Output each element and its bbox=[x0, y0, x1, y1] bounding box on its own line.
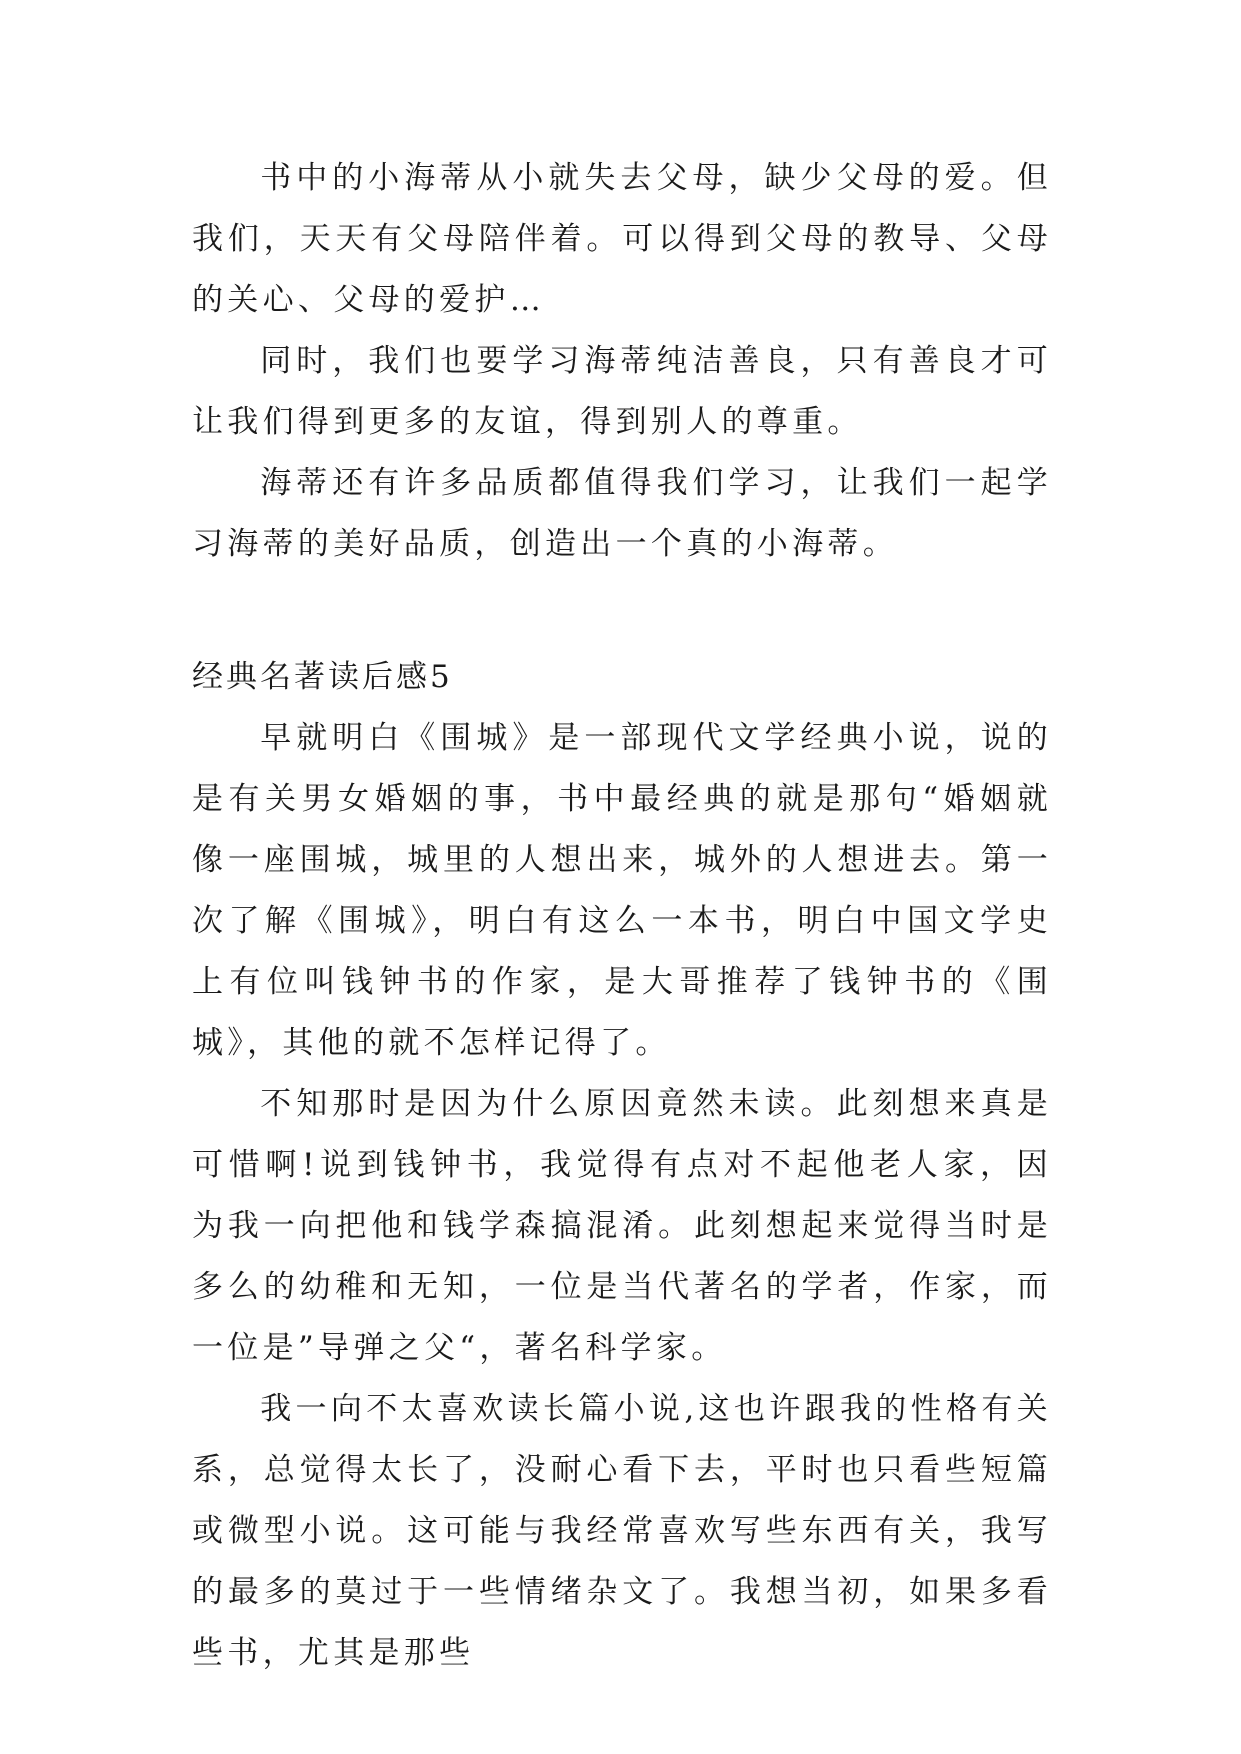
paragraph: 不知那时是因为什么原因竟然未读。此刻想来真是可惜啊!说到钱钟书，我觉得有点对不起他老人家，因为我一向把他和钱学森搞混淆。此刻想起来觉得当时是多么的幼稚和无知，一位是当代著名的学者，作家，而一位是”导弹之父“，著名科学家。 bbox=[192, 1086, 1052, 1366]
paragraph: 同时，我们也要学习海蒂纯洁善良，只有善良才可让我们得到更多的友谊，得到别人的尊重。 bbox=[192, 343, 1052, 440]
paragraph: 早就明白《围城》是一部现代文学经典小说，说的是有关男女婚姻的事，书中最经典的就是那句“婚姻就像一座围城，城里的人想出来，城外的人想进去。第一次了解《围城》，明白有这么一本书，明白中国文学史上有位叫钱钟书的作家，是大哥推荐了钱钟书的《围城》，其他的就不怎样记得了。 bbox=[192, 720, 1052, 1061]
section-spacer bbox=[192, 575, 1052, 647]
section-heading: 经典名著读后感5 bbox=[192, 659, 453, 695]
document-page bbox=[192, 148, 1052, 1684]
paragraph: 书中的小海蒂从小就失去父母，缺少父母的爱。但我们，天天有父母陪伴着。可以得到父母的教导、父母的关心、父母的爱护… bbox=[192, 160, 1052, 318]
paragraph: 我一向不太喜欢读长篇小说,这也许跟我的性格有关系，总觉得太长了，没耐心看下去，平时也只看些短篇或微型小说。这可能与我经常喜欢写些东西有关，我写的最多的莫过于一些情绪杂文了。我想当初，如果多看些书，尤其是那些 bbox=[192, 1391, 1052, 1671]
paragraph: 海蒂还有许多品质都值得我们学习，让我们一起学习海蒂的美好品质，创造出一个真的小海蒂。 bbox=[192, 465, 1052, 562]
